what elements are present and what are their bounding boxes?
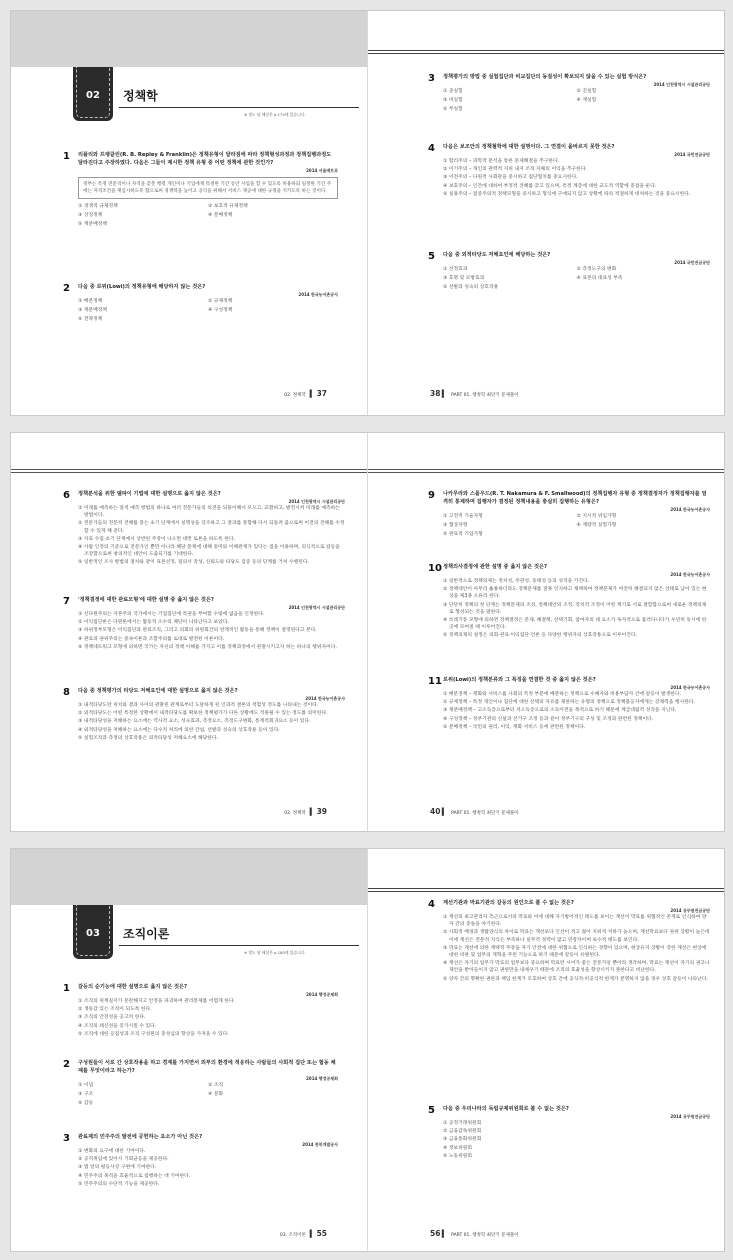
option-5[interactable]: ⑤ 전략정책 xyxy=(78,316,103,322)
question-3 xyxy=(428,73,710,114)
question-number: 4 xyxy=(428,899,435,910)
question-2 xyxy=(63,283,338,324)
option-5[interactable]: ⑤ 일반적인 조사 방법의 절차와 같이 표본선정, 질의서 작성, 신뢰도와 타당도 검증 등의 단계를 거쳐 수행된다. xyxy=(78,560,310,566)
footer-divider: ▍ xyxy=(307,1230,316,1238)
chapter-note: ※ 별도 답 해설은 p.180에 있습니다. xyxy=(244,950,306,955)
page-number: 55 xyxy=(316,1229,327,1238)
option-4[interactable]: ④ 보호주의 – 인간에 대하여 부정적 견해를 갖고 있으며, 특정 계층에 대한 교도적 역할에 중점을 둔다. xyxy=(443,183,657,189)
footer-divider: ▍ xyxy=(441,390,450,398)
page-number: 37 xyxy=(316,389,327,398)
option-5[interactable]: ⑤ 선발과 성숙의 상호작용 xyxy=(443,284,499,290)
option-4[interactable]: ④ 구성정책 – 정부기관의 신설과 선거구 조정 등과 같이 정부기구의 구성 및 조정과 관련된 정책이다. xyxy=(443,716,654,722)
option-3[interactable]: ③ 조직의 안전성을 공고히 한다. xyxy=(78,1015,146,1021)
option-4[interactable]: ④ 재실험 xyxy=(576,97,597,103)
option-1[interactable]: ① 배분정책 xyxy=(78,299,103,304)
answer-options xyxy=(443,691,710,731)
question-1 xyxy=(63,151,338,229)
page-number: 38 xyxy=(430,389,441,398)
question-5 xyxy=(428,251,710,292)
question-source: 2014 한국농어촌공사 xyxy=(305,696,345,701)
chapter-number: 03 xyxy=(86,928,100,939)
option-4[interactable]: ④ 분배정책 xyxy=(208,212,233,218)
question-3 xyxy=(63,1133,338,1189)
option-1[interactable]: ① 고전적 기술자형 xyxy=(443,514,483,519)
question-source: 2014 공무원연금공단 xyxy=(670,1114,710,1119)
option-5[interactable]: ⑤ 관료적 기업가형 xyxy=(443,531,483,537)
chapter-note: ※ 별도 답 해설은 p.174에 있습니다. xyxy=(244,112,306,117)
option-3[interactable]: ③ 구조 xyxy=(78,1091,94,1097)
option-2[interactable]: ② 이기주의 – 개인의 관력적 지위 내지 조직 자체의 이익을 추구한다. xyxy=(443,167,587,173)
question-number: 7 xyxy=(63,596,70,607)
option-4[interactable]: ④ 표본의 대표성 부족 xyxy=(576,275,623,281)
page-footer xyxy=(430,389,519,398)
option-4[interactable]: ④ 계선은 자기의 업무가 막료의 업무보다 중요하며 막료란 시어가 좋은 전문가일 뿐이라 생각하며, 막료는 계선이 자기의 권고나 제안을 받아들이지 않고 권한만을 내세우기 때문에 조직의 효율성을 향상시키지 못한다고 비난한다. xyxy=(443,961,710,974)
option-2[interactable]: ② 정책대안이 아무리 훌륭하더라도 정책문제를 잘못 인지하고 채택하여 정책문제가 여전히 해결되지 않은 상태로 남아 있는 현상을 제3종 오류라 한다. xyxy=(443,587,707,600)
question-text: 관료제의 민주주의 발전에 공헌하는 요소가 아닌 것은? xyxy=(78,1134,203,1140)
question-number: 10 xyxy=(428,563,442,574)
option-4[interactable]: ④ 정보위원회 xyxy=(443,1145,472,1151)
question-text: 다음은 보조안의 정책철학에 대한 설명이다. 그 연결이 올바르지 못한 것은? xyxy=(443,144,615,150)
answer-options xyxy=(443,513,710,539)
option-2[interactable]: ② 생동감 있는 조직이 되도록 한다. xyxy=(78,1007,152,1013)
option-2[interactable]: ② 진실험 xyxy=(576,89,597,94)
question-text: 정책의사결정에 관한 설명 중 옳지 않은 것은? xyxy=(443,564,548,570)
question-source: 2014 한국농어촌공사 xyxy=(670,507,710,512)
page-spread-1 xyxy=(10,10,725,416)
option-5[interactable]: ⑤ 정책네트워크 모형에 의하면 국가는 자신의 정책 이해를 가지고 이를 정책과정에서 관철시키고자 하는 하나의 행위자이다. xyxy=(78,644,337,650)
page-footer xyxy=(430,807,519,816)
question-source: 2014 한국농어촌공사 xyxy=(670,572,710,577)
option-4[interactable]: ④ 재량적 실험가형 xyxy=(576,522,617,528)
footer-divider: ▍ xyxy=(307,390,316,398)
header-band xyxy=(11,849,367,905)
header-double-rule xyxy=(368,50,724,54)
page-footer xyxy=(430,1229,519,1238)
option-1[interactable]: ① 이념 xyxy=(78,1083,94,1088)
option-1[interactable]: ① 일반적으로 정책의제는 정치성, 주관성, 동태성 등의 성격을 가진다. xyxy=(443,579,590,584)
page-56 xyxy=(368,849,724,1251)
option-1[interactable]: ① 내적타당도란 처치와 결과 사이의 관찰된 관계로부터 도달하게 된 인과적 결론의 적합성 정도를 나타내는 것이다. xyxy=(78,703,319,708)
option-2[interactable]: ② 지시적 위임가형 xyxy=(576,514,617,519)
option-3[interactable]: ③ 내적타당성을 저해하는 요소에는 역사적 요소, 성숙효과, 측정요소, 측정도구변화, 통계적회귀요소 등이 있다. xyxy=(78,719,311,725)
option-5[interactable]: ⑤ 실험조작과 측정의 상호작용은 외적타당성 저해요소에 해당한다. xyxy=(78,735,219,741)
option-2[interactable]: ② 금융감독위원회 xyxy=(443,1129,482,1135)
option-5[interactable]: ⑤ 민주주의의 수단적 기능을 제공한다. xyxy=(78,1181,160,1187)
question-text: 정책평가의 방법 중 실험집단과 비교집단의 동질성이 확보되지 않을 수 있는 실험 방식은? xyxy=(443,74,647,80)
option-3[interactable]: ③ 하위정부모형은 이익집단과 관료조직, 그리고 의회의 위원회간의 연계적인 활동을 통해 정책이 결정된다고 본다. xyxy=(78,628,317,634)
option-5[interactable]: ⑤ 양자 간의 명확한 권한과 책임 한계가 모호하여 상호 간에 공식적·비공식적 한계가 분명하지 않을 경우 상호 갈등이 나타난다. xyxy=(443,976,708,982)
option-4[interactable]: ④ 사람 인정의 기준으로 전문가인 뿐만 아니라 해당 문제에 대해 흥미와 이해관계가 있다는 점을 이용하며, 의식적으로 갈등을 조장함으로써 창의적인 대안이 도출되기를 기대한다. xyxy=(78,545,340,558)
page-spread-2 xyxy=(10,432,725,832)
option-2[interactable]: ② 외적타당도는 어떤 특정한 상황에서 내적타당도를 확보한 정책평가가 다른 상황에도 적용될 수 있는 정도를 의미한다. xyxy=(78,711,328,717)
option-5[interactable]: ⑤ 분배정책 – 국민의 권리, 이익, 재화 서비스 등에 관련된 정책이다. xyxy=(443,724,586,730)
footer-part: PART 01. 행정학 최단기 문제풀이 xyxy=(451,393,519,398)
question-number: 4 xyxy=(428,143,435,154)
question-source: 2014 전북개발공사 xyxy=(302,1142,338,1147)
question-text: 리플리와 프랭클린(R. B. Repley & Franklin)은 정책유형이 달라짐에 따라 정책형성과정과 정책집행과정도 달라진다고 주장하였다. 다음은 그들이 제시한 정책 유형 중 어떤 정책에 관한 것인가? xyxy=(78,152,332,166)
question-number: 8 xyxy=(63,687,70,698)
option-2[interactable]: ② 공적취임에 있어서 기회균등을 제공한다. xyxy=(78,1157,169,1163)
option-2[interactable]: ② 측정도구의 변화 xyxy=(576,267,617,272)
question-7 xyxy=(63,596,345,652)
option-1[interactable]: ① 배분정책 – 재화와 서비스를 사회의 특정 부분에 배분하는 정책으로 수혜자와 비용부담자 간에 갈등이 발생한다. xyxy=(443,692,682,697)
option-5[interactable]: ⑤ 실용주의 – 점증주의적 정책모형을 중시하고 형식에 구애되지 않고 상황에 따라 적절하게 대처하는 것을 중요시한다. xyxy=(443,191,691,197)
option-3[interactable]: ③ 이전주의 – 다원적 사회관을 중시하고 집단협치를 중요시한다. xyxy=(443,175,578,181)
footer-part: PART 01. 행정학 최단기 문제풀이 xyxy=(451,1233,519,1238)
page-number: 39 xyxy=(316,807,327,816)
answer-options xyxy=(78,702,345,742)
question-2 xyxy=(63,1059,338,1108)
page-footer xyxy=(284,389,327,398)
question-text: 갈등의 순기능에 대한 설명으로 옳지 않은 것은? xyxy=(78,984,188,990)
page-footer xyxy=(280,1229,327,1238)
option-1[interactable]: ① 공정거래위원회 xyxy=(443,1121,482,1126)
question-number: 6 xyxy=(63,490,70,501)
question-source: 2014 행정공제회 xyxy=(306,1076,338,1081)
answer-options xyxy=(78,1148,338,1188)
option-2[interactable]: ② 이익집단론은 다원론에서는 활동적 소수의 폐단이 나타난다고 보았다. xyxy=(78,620,229,626)
option-1[interactable]: ① 계선의 최고관리자 측근으로서의 막료와 이에 대해 자기방어적인 태도를 보이는 계선이 막료를 위협적인 존재로 인식하여 양자 간의 충돌을 야기한다. xyxy=(443,915,707,928)
option-4[interactable]: ④ 구성정책 xyxy=(208,307,233,313)
question-number: 9 xyxy=(428,490,435,501)
question-1 xyxy=(63,983,338,1039)
question-9 xyxy=(428,490,710,539)
option-1[interactable]: ① 경쟁적 규제정책 xyxy=(78,204,118,209)
question-5 xyxy=(428,1105,710,1161)
footer-divider: ▍ xyxy=(307,808,316,816)
page-footer xyxy=(284,807,327,816)
question-source: 2014 한국농어촌공사 xyxy=(670,685,710,690)
page-38 xyxy=(368,11,724,415)
option-4[interactable]: ④ 외적타당성을 저해하는 요소에는 다수적 처리에 의한 간섭, 선발과 성숙의 상호작용 등이 있다. xyxy=(78,727,280,733)
question-number: 1 xyxy=(63,983,70,994)
chapter-title-underline xyxy=(119,107,359,108)
option-5[interactable]: ⑤ 감등 xyxy=(78,1100,94,1106)
question-number: 3 xyxy=(63,1133,70,1144)
question-text: 구성원들이 서로 간 상호작용을 하고 경계를 가지면서 외부의 환경에 적응하는 사람들의 사회적 집단 또는 협동 체제를 무엇이라고 하는가? xyxy=(78,1060,336,1074)
option-1[interactable]: ① 선정효과 xyxy=(443,267,468,272)
question-number: 11 xyxy=(428,676,442,687)
chapter-tab xyxy=(73,905,113,959)
question-8 xyxy=(63,687,345,743)
page-39 xyxy=(11,433,367,831)
question-source: 2014 인천광역시 시설관리공단 xyxy=(653,82,710,87)
question-source: 2014 한국농어촌공사 xyxy=(298,292,338,297)
answer-options xyxy=(443,914,710,983)
chapter-number: 02 xyxy=(86,90,100,101)
question-4 xyxy=(428,143,710,199)
question-source: 2014 인천광역시 시설관리공단 xyxy=(288,499,345,504)
question-number: 1 xyxy=(63,151,70,162)
option-2[interactable]: ② 보호적 규제정책 xyxy=(208,204,248,209)
question-number: 5 xyxy=(428,1105,435,1116)
question-text: 다음 중 로위(Lowi)의 정책유형에 해당하지 않는 것은? xyxy=(78,284,206,290)
option-5[interactable]: ⑤ 무실험 xyxy=(443,106,463,112)
option-3[interactable]: ③ 법 앞의 평등사상 구현에 기여한다. xyxy=(78,1165,157,1171)
option-1[interactable]: ① 미래를 예측하는 질적 예측 방법의 하나로 여러 전문가들의 의견을 되풀이해서 모으고, 교환하고, 발전시켜 미래를 예측하는 방법이다. xyxy=(78,506,340,519)
option-3[interactable]: ③ 막료는 계선에 의한 재택적 주장을 자기 안전에 대한 위협으로 인식하는 경향이 있으며, 현상유지 상황이 강한 계선은 현상에 대한 비판 및 업무의 개혁을 주된 기능으로 하기 때문에 갈등이 유발된다. xyxy=(443,945,707,959)
header-double-rule xyxy=(368,469,724,473)
chapter-title-underline xyxy=(119,945,359,946)
option-5[interactable]: ⑤ 재분배정책 xyxy=(78,221,107,227)
footer-divider: ▍ xyxy=(441,1230,450,1238)
option-2[interactable]: ② 조직 xyxy=(208,1083,224,1088)
footer-chapter: 02. 정책학 xyxy=(284,393,306,398)
page-55 xyxy=(11,849,367,1251)
answer-options xyxy=(443,266,710,292)
option-2[interactable]: ② 사회적 배경과 생활양식의 차이로 막료는 계선보다 인선이 적고 젊어 지위적 저하가 높으며, 계선막료보다 권위 상황이 높은데 이에 계선은 전문적 지식은 부족하나 실무적 경력이 많고 연장자이며 보수적 태도를 보인다. xyxy=(443,930,710,943)
option-2[interactable]: ② 규제정책 xyxy=(208,299,233,304)
answer-options xyxy=(443,1120,710,1160)
option-1[interactable]: ① 조직의 위계질서가 문란해지고 안정을 파괴하여 관리통제를 어렵게 한다. xyxy=(78,999,236,1004)
answer-options xyxy=(78,505,345,567)
page-number: 40 xyxy=(430,807,441,816)
page-number: 56 xyxy=(430,1229,441,1238)
header-double-rule xyxy=(11,469,367,473)
question-number: 5 xyxy=(428,251,435,262)
question-number: 3 xyxy=(428,73,435,84)
footer-divider: ▍ xyxy=(441,808,450,816)
answer-options xyxy=(78,298,338,324)
answer-options xyxy=(78,998,338,1038)
question-number: 2 xyxy=(63,1059,70,1070)
answer-options xyxy=(443,88,710,114)
option-3[interactable]: ③ 단단히 정책의 첫 단계는 정책문제의 조성, 정책대안의 조정, 정치적 조정이 어떤 계기로 서로 결합함으로써 새로운 정책의제로 형성되는 것을 말한다. xyxy=(443,602,707,615)
question-source: 2014 국민연금공단 xyxy=(674,152,710,157)
question-10 xyxy=(428,563,710,641)
header-double-rule xyxy=(368,888,724,892)
footer-part: PART 01. 행정학 최단기 문제풀이 xyxy=(451,811,519,816)
answer-options xyxy=(78,203,338,229)
question-text: 다음 중 외적타당도 저해요인에 해당하는 것은? xyxy=(443,252,551,258)
option-3[interactable]: ③ 호명 및 모방효과 xyxy=(443,275,485,281)
chapter-title: 조직이론 xyxy=(123,927,170,941)
question-text: 계선기관과 막료기관의 갈등의 원인으로 볼 수 없는 것은? xyxy=(443,900,574,906)
option-3[interactable]: ③ 재분배정책 – 고소득층으로부터 저소득층으로의 소득이전을 목적으로 하기 때문에 계급대립적 성격을 지닌다. xyxy=(443,708,677,714)
chapter-title: 정책학 xyxy=(123,89,158,103)
option-3[interactable]: ③ 협상자형 xyxy=(443,522,468,528)
question-passage-box: 정부는 특정 전문직이나 자격을 갖춘 행렬 개인이나 기업에게 특정한 기간 동안 사업을 할 수 있도록 허용하되 일정한 기간 주에는 자격조건을 재심사하도록 함으로써 경쟁력을 높이고 공익을 위해서 서비스 제공에 대한 규정을 지키도록 하는 것이다. xyxy=(78,177,338,199)
answer-options xyxy=(443,578,710,640)
question-text: 다음 중 정책평가의 타당도 저해요인에 대한 설명으로 옳지 않은 것은? xyxy=(78,688,238,694)
option-5[interactable]: ⑤ 노동위원회 xyxy=(443,1153,472,1159)
question-11 xyxy=(428,676,710,732)
option-1[interactable]: ① 변화의 요구에 대한 기여이다. xyxy=(78,1149,146,1154)
option-3[interactable]: ③ 상징정책 xyxy=(78,212,103,218)
option-5[interactable]: ⑤ 정책의제의 설정은 의회·관료·이익집단·언론 등 다양한 행위자의 상호작용으로 이루어진다. xyxy=(443,633,638,639)
page-spread-3 xyxy=(10,848,725,1252)
answer-options xyxy=(78,1082,338,1108)
option-3[interactable]: ③ 비실험 xyxy=(443,97,463,103)
answer-options xyxy=(78,611,345,651)
question-source: 2014 공무원연금공단 xyxy=(670,908,710,913)
answer-options xyxy=(443,158,710,198)
question-source: 2014 서울메트로 xyxy=(306,168,338,173)
option-1[interactable]: ① 합리주의 – 과학적 분석을 통한 문제해결을 추구한다. xyxy=(443,159,560,164)
question-text: '정책결정에 대한 관료모형'에 대한 설명 중 옳지 않은 것은? xyxy=(78,597,214,603)
option-3[interactable]: ③ 자료 수집 초기 단계에서 상반된 주장이 나오면 대면 토론을 하도록 한다. xyxy=(78,536,235,542)
option-2[interactable]: ② 규제정책 – 특정 개인이나 집단에 대한 선택의 자유를 제한하는 유형의 정책으로 정책불응자에게는 강제력을 행사한다. xyxy=(443,700,695,706)
option-4[interactable]: ④ 관료의 권위주의는 중속이론과 조합주의를 토대로 발전된 이론이다. xyxy=(78,636,225,642)
option-1[interactable]: ① 신다원주의는 자본주의 국가에서는 기업집단에 특권을 부여할 수밖에 없음을 인정한다. xyxy=(78,612,265,617)
question-text: 정책분석을 위한 델파이 기법에 대한 설명으로 옳지 않은 것은? xyxy=(78,491,221,497)
footer-chapter: 03. 조직이론 xyxy=(279,1233,306,1238)
question-4 xyxy=(428,899,710,984)
chapter-tab xyxy=(73,67,113,121)
question-text: 로위(Lowi)의 정책분류와 그 특징을 연결한 것 중 옳지 않은 것은? xyxy=(443,677,596,683)
header-band xyxy=(11,11,367,67)
option-4[interactable]: ④ 문화 xyxy=(208,1091,224,1097)
option-3[interactable]: ③ 금융통화위원회 xyxy=(443,1137,482,1143)
option-1[interactable]: ① 준실험 xyxy=(443,89,463,94)
footer-chapter: 02. 정책학 xyxy=(284,811,306,816)
question-text: 다음 중 우리나라의 독립규제위원회로 볼 수 없는 것은? xyxy=(443,1106,569,1112)
option-3[interactable]: ③ 재분배정책 xyxy=(78,307,107,313)
option-4[interactable]: ④ 조직의 쇄신성을 증가시킬 수 있다. xyxy=(78,1023,157,1029)
question-source: 2014 행정공제회 xyxy=(306,992,338,997)
question-number: 2 xyxy=(63,283,70,294)
page-37 xyxy=(11,11,367,415)
option-4[interactable]: ④ 쓰레기통 모형에 의하면 정책결정은 문제, 해결책, 선택기회, 참여자의 네 요소가 독자적으로 흘러다니다가 우연히 동시에 한 곳에 모여질 때 이루어진다. xyxy=(443,618,707,631)
question-source: 2014 국민연금공단 xyxy=(674,260,710,265)
option-5[interactable]: ⑤ 조직에 대한 응집성과 조직 구성원의 충성심의 향상을 가져올 수 있다. xyxy=(78,1031,229,1037)
option-2[interactable]: ② 전문가들의 전문적 견해를 묻는 초기 단계에서 실명성을 강조하고 그 결과를 통합해 다시 되돌려 줌으로써 이전의 견해를 수정할 수 있게 해 준다. xyxy=(78,521,345,534)
question-source: 2014 인천광역시 시설관리공단 xyxy=(288,605,345,610)
page-40 xyxy=(368,433,724,831)
option-4[interactable]: ④ 민주주의 목적을 효율적으로 집행하는 데 기여한다. xyxy=(78,1173,191,1179)
question-6 xyxy=(63,490,345,568)
question-text: 나카무라와 스몰우드(R. T. Nakamura & F. Smallwood)의 정책집행자 유형 중 정책결정자가 정책집행자를 엄격히 통제하며 집행자가 결정된 정책내용을 충실히 집행하는 유형은? xyxy=(443,491,707,505)
